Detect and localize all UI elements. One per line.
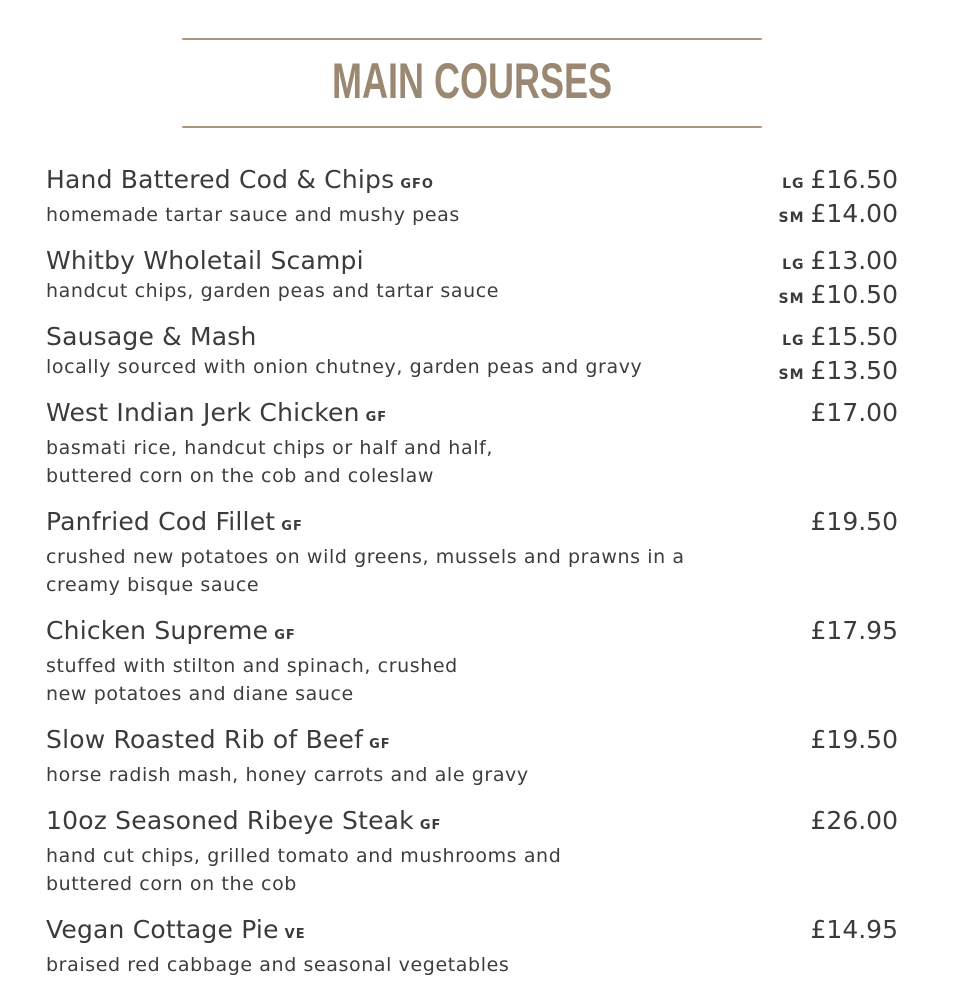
dietary-tag: GF — [369, 737, 391, 752]
menu-items-list — [46, 164, 898, 979]
menu-item — [46, 245, 898, 309]
price-line — [811, 506, 898, 538]
dietary-tag: GF — [365, 410, 388, 425]
price-line — [779, 357, 899, 389]
dish-description: homemade tartar sauce and mushy peas — [46, 204, 460, 226]
menu-item — [46, 615, 898, 708]
menu-item — [46, 397, 898, 490]
dish-description: creamy bisque sauce — [46, 574, 260, 596]
dietary-tag: GF — [281, 519, 303, 534]
price-line — [811, 805, 898, 837]
portion-size: LG — [782, 257, 805, 273]
portion-size: SM — [778, 367, 805, 383]
dish-name: 10oz Seasoned Ribeye Steak — [46, 806, 414, 835]
price: £10.50 — [810, 280, 898, 309]
price-block — [779, 164, 899, 232]
dish-description: basmati rice, handcut chips or half and half, — [46, 437, 494, 459]
price: £16.50 — [810, 165, 898, 194]
menu-item-heading — [46, 506, 898, 543]
dish-description: stuffed with stilton and spinach, crushed — [46, 655, 458, 677]
price-line — [811, 615, 898, 647]
price: £14.00 — [810, 199, 898, 228]
menu-item — [46, 805, 898, 898]
menu-item-heading — [46, 615, 898, 652]
menu-item — [46, 724, 898, 789]
portion-size: LG — [782, 176, 805, 192]
price-line — [779, 164, 899, 200]
header-bottom-rule — [182, 126, 762, 128]
dish-description: locally sourced with onion chutney, garden peas and gravy — [46, 356, 643, 378]
dish-description: new potatoes and diane sauce — [46, 683, 354, 705]
dish-name: Panfried Cod Fillet — [46, 507, 276, 536]
dish-name: Whitby Wholetail Scampi — [46, 246, 364, 275]
portion-size: SM — [778, 210, 805, 226]
menu-item-heading — [46, 724, 898, 761]
dish-description: hand cut chips, grilled tomato and mushrooms and — [46, 845, 562, 867]
price-line — [779, 245, 899, 281]
price: £19.50 — [810, 507, 898, 536]
portion-size: SM — [778, 291, 805, 307]
price: £13.50 — [810, 356, 898, 385]
menu-item-heading — [46, 321, 898, 353]
menu-item-heading — [46, 397, 898, 434]
price-block — [811, 615, 898, 647]
menu-item — [46, 914, 898, 979]
portion-size: LG — [782, 333, 805, 349]
price-block — [811, 397, 898, 429]
price: £14.95 — [810, 915, 898, 944]
dish-description: handcut chips, garden peas and tartar sauce — [46, 280, 500, 302]
price-block — [811, 506, 898, 538]
dish-description: horse radish mash, honey carrots and ale gravy — [46, 764, 529, 786]
price: £19.50 — [810, 725, 898, 754]
menu-item-heading — [46, 805, 898, 842]
header-top-rule — [182, 38, 762, 40]
price-block — [811, 914, 898, 946]
dish-name: West Indian Jerk Chicken — [46, 398, 360, 427]
dish-name: Sausage & Mash — [46, 322, 257, 351]
price-line — [779, 200, 899, 232]
menu-item — [46, 321, 898, 385]
price: £17.95 — [810, 616, 898, 645]
menu-header — [182, 36, 762, 130]
dish-description: buttered corn on the cob and coleslaw — [46, 465, 434, 487]
dietary-tag: GF — [419, 818, 442, 833]
menu-item-heading — [46, 164, 898, 201]
dish-name: Slow Roasted Rib of Beef — [46, 725, 364, 754]
price-block — [811, 724, 898, 756]
dish-description: braised red cabbage and seasonal vegetables — [46, 954, 510, 976]
dietary-tag: GFO — [400, 177, 434, 192]
section-title: MAIN COURSES — [331, 53, 613, 109]
dish-name: Hand Battered Cod & Chips — [46, 165, 395, 194]
menu-item — [46, 506, 898, 599]
menu-item-heading — [46, 245, 898, 277]
menu-item-heading — [46, 914, 898, 951]
price-line — [779, 281, 899, 313]
dietary-tag: GF — [274, 628, 296, 643]
dietary-tag: VE — [284, 927, 306, 942]
price-block — [779, 245, 899, 313]
dish-name: Chicken Supreme — [46, 616, 269, 645]
price-block — [779, 321, 899, 389]
menu-item — [46, 164, 898, 229]
price-block — [811, 805, 898, 837]
price: £17.00 — [810, 398, 898, 427]
dish-description: crushed new potatoes on wild greens, mussels and prawns in a — [46, 546, 685, 568]
price-line — [779, 321, 899, 357]
price-line — [811, 724, 898, 756]
price-line — [811, 397, 898, 429]
dish-name: Vegan Cottage Pie — [46, 915, 279, 944]
price: £13.00 — [810, 246, 898, 275]
dish-description: buttered corn on the cob — [46, 873, 297, 895]
price: £26.00 — [810, 806, 898, 835]
price-line — [811, 914, 898, 946]
price: £15.50 — [810, 322, 898, 351]
